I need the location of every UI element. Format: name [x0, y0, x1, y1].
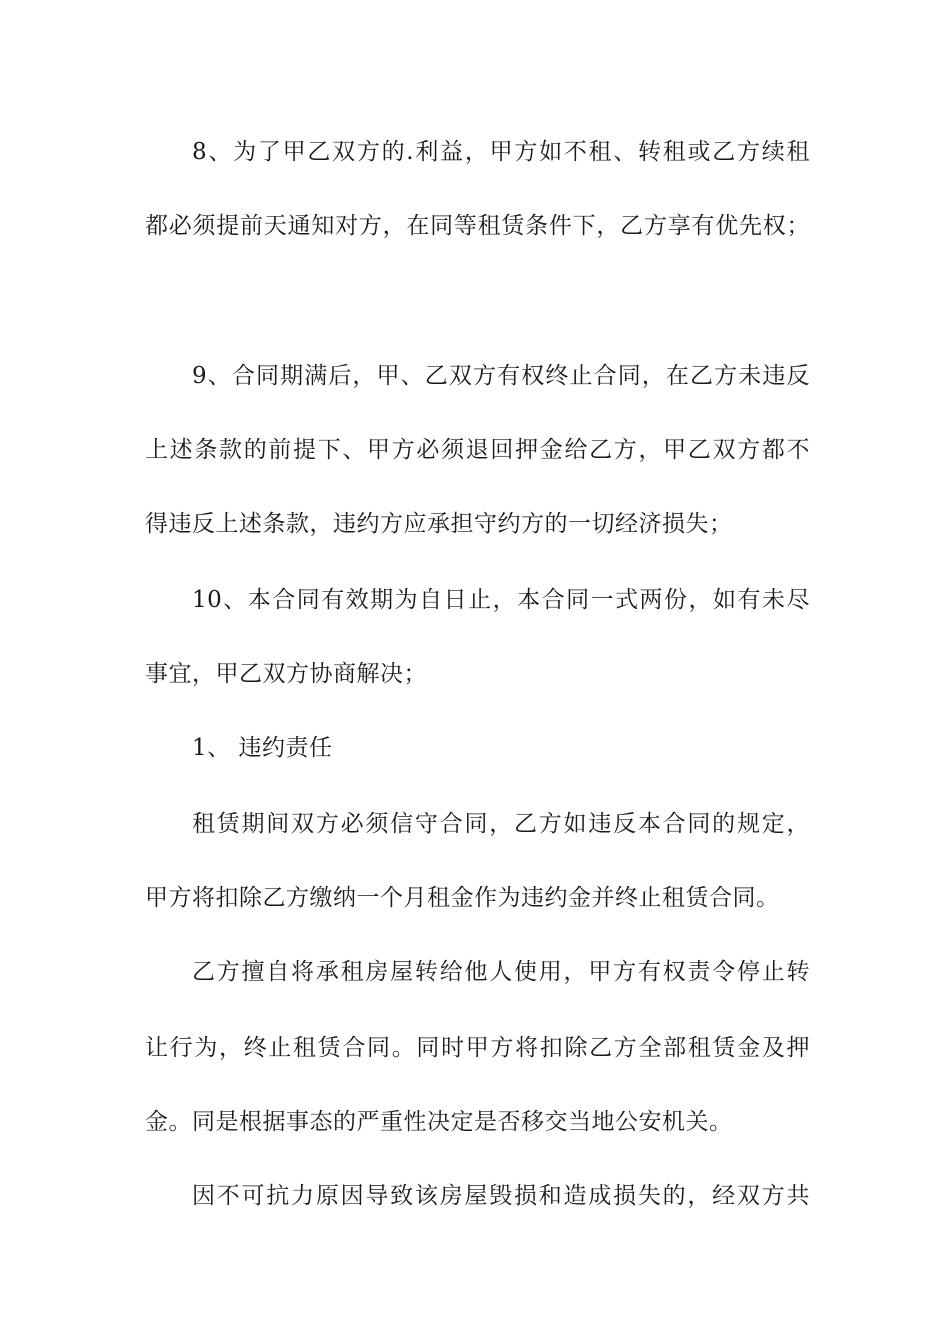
- clause-8-line-1: 8、为了甲乙双方的.利益，甲方如不租、转租或乙方续租: [192, 139, 810, 165]
- clause-9-line-3: 得违反上述条款，违约方应承担守约方的一切经济损失；: [145, 511, 733, 537]
- clause-9-line-1: 9、合同期满后，甲、乙双方有权终止合同，在乙方未违反: [192, 363, 810, 389]
- clause-8-line-2: 都必须提前天通知对方，在同等租赁条件下，乙方享有优先权；: [145, 213, 810, 239]
- clause-10-line-2: 事宜，甲乙双方协商解决；: [145, 661, 427, 687]
- paragraph-2-line-1: 乙方擅自将承租房屋转给他人使用，甲方有权责令停止转: [192, 959, 810, 985]
- section-heading-breach-liability: 1、 违约责任: [192, 735, 333, 761]
- paragraph-1-line-2: 甲方将扣除乙方缴纳一个月租金作为违约金并终止租赁合同。: [145, 885, 780, 911]
- clause-10-line-1: 10、本合同有效期为自日止，本合同一式两份，如有未尽: [192, 587, 810, 613]
- paragraph-2-line-3: 金。同是根据事态的严重性决定是否移交当地公安机关。: [145, 1109, 733, 1135]
- paragraph-2-line-2: 让行为，终止租赁合同。同时甲方将扣除乙方全部租赁金及押: [145, 1035, 810, 1061]
- paragraph-1-line-1: 租赁期间双方必须信守合同，乙方如违反本合同的规定，: [192, 811, 810, 837]
- paragraph-3-line-1: 因不可抗力原因导致该房屋毁损和造成损失的，经双方共: [192, 1183, 810, 1209]
- clause-9-line-2: 上述条款的前提下、甲方必须退回押金给乙方，甲乙双方都不: [145, 437, 810, 463]
